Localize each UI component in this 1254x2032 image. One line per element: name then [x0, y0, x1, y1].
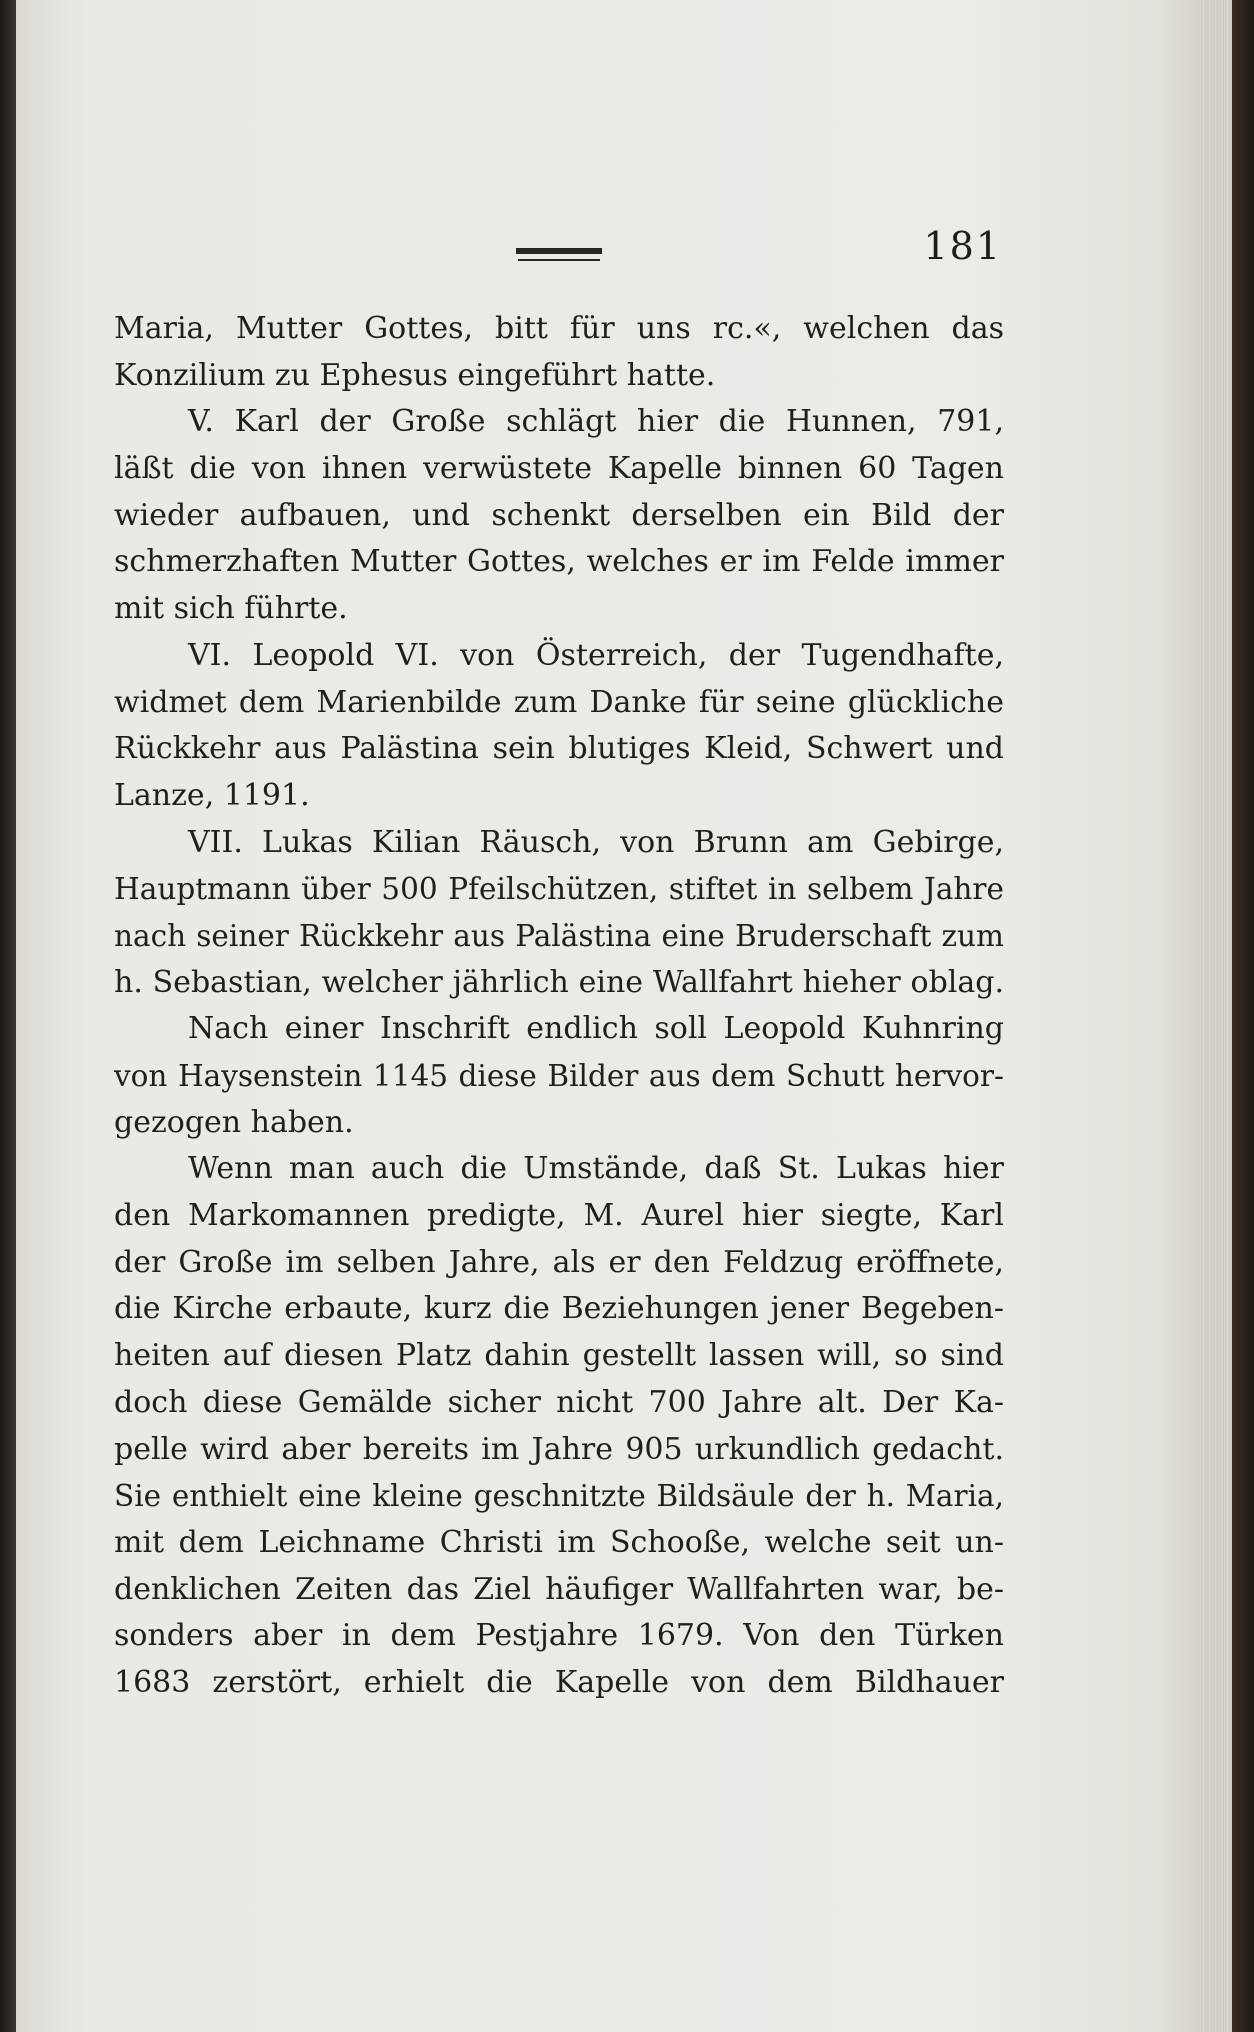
text-line: Maria, Mutter Gottes, bitt für uns rc.«, welchen das	[114, 311, 1004, 346]
body-text	[114, 306, 1004, 1707]
text-line: h. Sebastian, welcher jährlich eine Wallfahrt hieher oblag.	[114, 964, 1004, 1000]
text-line: denklichen Zeiten das Ziel häufiger Wallfahrten war, be-	[114, 1571, 1004, 1607]
text-line: heiten auf diesen Platz dahin gestellt lassen will, so sind	[114, 1338, 1004, 1374]
text-line: der Große im selben Jahre, als er den Feldzug eröffnete,	[114, 1244, 1004, 1280]
text-line: pelle wird aber bereits im Jahre 905 urkundlich gedacht.	[114, 1431, 1004, 1467]
text-line: Hauptmann über 500 Pfeilschützen, stiftet in selbem Jahre	[114, 872, 1004, 907]
header-rule	[516, 248, 602, 254]
text-line: VII. Lukas Kilian Räusch, von Brunn am Gebirge,	[188, 824, 1004, 860]
text-line: sonders aber in dem Pestjahre 1679. Von den Türken	[114, 1618, 1004, 1654]
book-cover-edge	[1232, 0, 1254, 2032]
text-line: 1683 zerstört, erhielt die Kapelle von dem Bildhauer	[114, 1664, 1004, 1700]
page-edges	[1200, 0, 1232, 2032]
text-line: mit sich führte.	[114, 591, 348, 627]
text-line: Sie enthielt eine kleine geschnitzte Bildsäule der h. Maria,	[114, 1479, 1004, 1514]
text-line: doch diese Gemälde sicher nicht 700 Jahre alt. Der Ka-	[114, 1384, 1004, 1420]
text-line: schmerzhaften Mutter Gottes, welches er im Felde immer	[114, 544, 1004, 580]
text-line: V. Karl der Große schlägt hier die Hunnen, 791,	[188, 404, 1004, 440]
text-line: läßt die von ihnen verwüstete Kapelle binnen 60 Tagen	[114, 451, 1004, 487]
text-line: Wenn man auch die Umstände, daß St. Lukas hier	[188, 1151, 1004, 1187]
text-line: mit dem Leichname Christi im Schooße, welche seit un-	[114, 1524, 1004, 1560]
text-line: Lanze, 1191.	[114, 777, 310, 813]
text-line: nach seiner Rückkehr aus Palästina eine Bruderschaft zum	[114, 918, 1004, 953]
page-number: 181	[923, 224, 1002, 268]
text-line: die Kirche erbaute, kurz die Beziehungen jener Begeben-	[114, 1291, 1004, 1327]
text-line: Nach einer Inschrift endlich soll Leopold Kuhnring	[188, 1011, 1004, 1047]
book-gutter-shadow	[0, 0, 16, 2032]
text-line: wieder aufbauen, und schenkt derselben ein Bild der	[114, 497, 1004, 533]
text-line: gezogen haben.	[114, 1104, 354, 1140]
text-line: den Markomannen predigte, M. Aurel hier siegte, Karl	[114, 1198, 1004, 1234]
text-line: widmet dem Marienbilde zum Danke für seine glückliche	[114, 684, 1004, 720]
text-line: von Haysenstein 1145 diese Bilder aus dem Schutt hervor-	[114, 1059, 1004, 1093]
text-line: VI. Leopold VI. von Österreich, der Tugendhafte,	[188, 637, 1004, 673]
text-line: Konzilium zu Ephesus eingeführt hatte.	[114, 357, 716, 393]
text-line: Rückkehr aus Palästina sein blutiges Kleid, Schwert und	[114, 731, 1004, 767]
